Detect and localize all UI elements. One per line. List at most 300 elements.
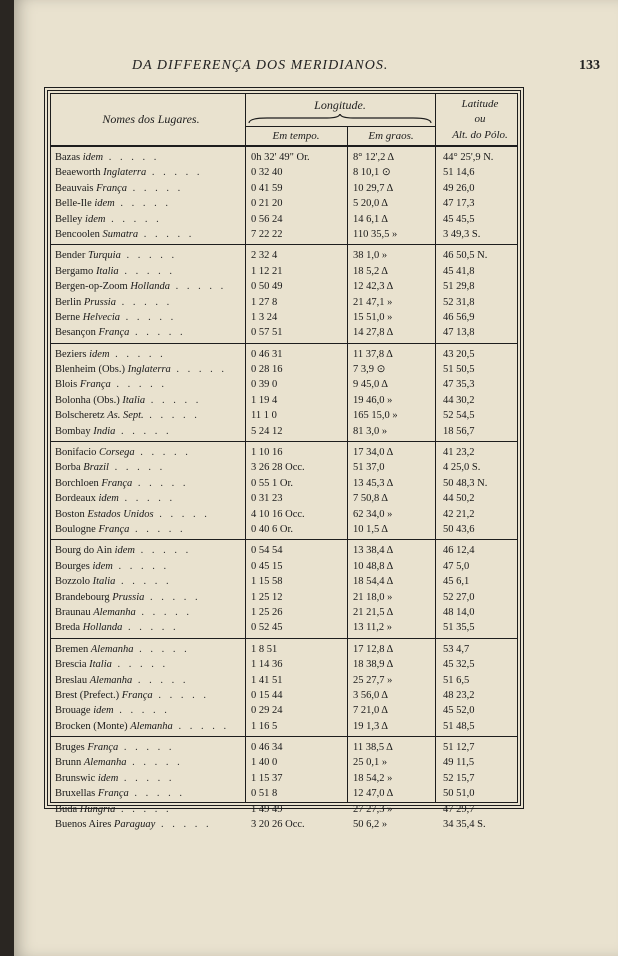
time-cell: 0 15 44	[251, 689, 283, 701]
place-region: Prussia	[112, 591, 145, 603]
table-row	[51, 771, 517, 786]
degrees-cell: 62 34,0 »	[353, 508, 393, 520]
degrees-cell: 17 12,8 Δ	[353, 643, 394, 655]
table-row	[51, 522, 517, 537]
place-region: Hungria	[79, 803, 116, 815]
table-row	[51, 279, 517, 294]
place-name-cell	[55, 325, 243, 340]
time-cell: 3 26 28 Occ.	[251, 462, 305, 474]
place-region: Brazil	[83, 462, 109, 474]
leader-dots: . . . . .	[118, 493, 176, 505]
time-cell: 0 32 40	[251, 167, 283, 179]
degrees-cell: 19 46,0 »	[353, 394, 393, 406]
place-name: Bourges	[55, 560, 90, 572]
place-region: Inglaterra	[127, 364, 171, 376]
place-name-cell	[55, 802, 243, 817]
place-region: Alemanha	[83, 757, 127, 769]
table-row	[51, 476, 517, 491]
place-name-cell	[55, 227, 243, 242]
place-region: Prussia	[83, 296, 116, 308]
degrees-cell: 21 18,0 »	[353, 591, 393, 603]
table-row	[51, 507, 517, 522]
place-name: Braunau	[55, 606, 91, 618]
leader-dots: . . . . .	[153, 508, 210, 520]
place-name: Bruges	[55, 742, 85, 754]
place-name-cell	[55, 279, 243, 294]
degrees-cell: 110 35,5 »	[353, 228, 398, 240]
table-row	[51, 212, 517, 227]
leader-dots: . . . . .	[129, 327, 186, 339]
table-row	[51, 657, 517, 672]
place-name: Bergen-op-Zoom	[55, 281, 128, 293]
latitude-cell: 51 35,5	[443, 622, 475, 634]
place-name: Bencoolen	[55, 228, 100, 240]
time-cell: 7 22 22	[251, 228, 283, 240]
degrees-cell: 12 42,3 Δ	[353, 281, 394, 293]
place-name-cell	[55, 719, 243, 734]
latitude-cell: 52 31,8	[443, 296, 475, 308]
table-row	[51, 543, 517, 558]
time-cell: 0 46 34	[251, 742, 283, 754]
place-region: França	[87, 742, 119, 754]
time-cell: 1 10 16	[251, 447, 283, 459]
place-region: Alemanha	[130, 720, 173, 732]
table-row	[51, 786, 517, 801]
table-row	[51, 559, 517, 574]
time-cell: 0 57 51	[251, 327, 283, 339]
place-name-cell	[55, 150, 243, 165]
table-row	[51, 719, 517, 734]
place-name-cell	[55, 740, 243, 755]
leader-dots: . . . . .	[135, 545, 192, 557]
place-region: idem	[85, 213, 106, 225]
place-name: Breda	[55, 622, 81, 634]
leader-dots: . . . . .	[170, 281, 227, 293]
leader-dots: . . . . .	[109, 348, 166, 360]
place-region: Hollanda	[82, 622, 123, 634]
degrees-cell: 17 34,0 Δ	[353, 447, 394, 459]
place-name: Bender	[55, 250, 86, 262]
meridian-table	[44, 87, 524, 831]
latitude-cell: 3 49,3 S.	[443, 228, 481, 240]
table-row	[51, 460, 517, 475]
place-name-cell	[55, 491, 243, 506]
leader-dots: . . . . .	[110, 379, 167, 391]
latitude-cell: 44 50,2	[443, 493, 475, 505]
place-name-cell	[55, 507, 243, 522]
time-cell: 0 29 24	[251, 705, 283, 717]
latitude-cell: 18 56,7	[443, 425, 475, 437]
place-name: Bazas	[55, 152, 81, 163]
latitude-cell: 34 35,4 S.	[443, 819, 486, 831]
latitude-cell: 48 14,0	[443, 606, 475, 618]
latitude-cell: 49 11,5	[443, 757, 475, 769]
place-name: Bremen	[55, 643, 89, 655]
table-row	[51, 703, 517, 718]
degrees-cell: 3 56,0 Δ	[353, 689, 389, 701]
latitude-cell: 45 41,8	[443, 265, 475, 277]
place-region: França	[121, 689, 153, 701]
place-name-cell	[55, 460, 243, 475]
time-cell: 0 45 15	[251, 560, 283, 572]
leader-dots: . . . . .	[135, 606, 193, 618]
table-group	[51, 442, 517, 540]
table-row	[51, 673, 517, 688]
degrees-cell: 25 0,1 »	[353, 757, 388, 769]
latitude-cell: 4 25,0 S.	[443, 462, 481, 474]
table-row	[51, 817, 517, 832]
table-row	[51, 377, 517, 392]
degrees-cell: 8 10,1 ⊙	[353, 167, 391, 179]
table-row	[51, 491, 517, 506]
place-region: Italia	[92, 576, 116, 588]
time-cell: 1 16 5	[251, 720, 278, 732]
place-region: França	[96, 182, 128, 194]
degrees-cell: 165 15,0 »	[353, 410, 398, 422]
leader-dots: . . . . .	[144, 591, 201, 603]
degrees-cell: 50 6,2 »	[353, 819, 388, 831]
place-name-cell	[55, 755, 243, 770]
table-row	[51, 590, 517, 605]
table-row	[51, 227, 517, 242]
page-number: 133	[579, 58, 600, 73]
degrees-cell: 7 3,9 ⊙	[353, 364, 386, 376]
place-region: Helvecia	[82, 311, 121, 323]
place-name: Brandebourg	[55, 591, 110, 603]
place-name: Brocken (Monte)	[55, 720, 128, 732]
place-name: Bozzolo	[55, 576, 90, 588]
leader-dots: . . . . .	[115, 576, 172, 588]
place-name-cell	[55, 295, 243, 310]
place-name: Brouage	[55, 705, 91, 717]
place-region: França	[101, 477, 133, 489]
leader-dots: . . . . .	[118, 772, 175, 784]
leader-dots: . . . . .	[113, 705, 170, 717]
running-title: DA DIFFERENÇA DOS MERIDIANOS.	[132, 58, 389, 73]
table-row	[51, 445, 517, 460]
place-region: França	[79, 379, 111, 391]
time-cell: 0 55 1 Or.	[251, 477, 293, 489]
degrees-cell: 10 1,5 Δ	[353, 523, 389, 535]
place-name: Bombay	[55, 425, 91, 437]
latitude-cell: 47 35,3	[443, 379, 475, 391]
place-name-cell	[55, 165, 243, 180]
table-row	[51, 150, 517, 165]
leader-dots: . . . . .	[103, 152, 160, 163]
place-name-cell	[55, 264, 243, 279]
table-row	[51, 165, 517, 180]
place-name-cell	[55, 559, 243, 574]
table-body	[51, 147, 517, 831]
latitude-cell: 48 23,2	[443, 689, 475, 701]
time-cell: 2 32 4	[251, 250, 278, 262]
leader-dots: . . . . .	[127, 182, 184, 194]
leader-dots: . . . . .	[143, 410, 200, 422]
place-name-cell	[55, 574, 243, 589]
place-name-cell	[55, 688, 243, 703]
leader-dots: . . . . .	[108, 462, 166, 474]
latitude-cell: 47 17,3	[443, 198, 475, 210]
latitude-cell: 45 6,1	[443, 576, 470, 588]
degrees-cell: 15 51,0 »	[353, 311, 393, 323]
table-row	[51, 347, 517, 362]
degrees-cell: 13 38,4 Δ	[353, 545, 394, 557]
place-name-cell	[55, 476, 243, 491]
place-region: Italia	[89, 659, 112, 671]
place-name: Berne	[55, 311, 81, 323]
place-name: Bergamo	[55, 265, 94, 277]
latitude-cell: 51 50,5	[443, 364, 475, 376]
place-name-cell	[55, 181, 243, 196]
latitude-cell: 46 12,4	[443, 545, 475, 557]
place-name-cell	[55, 424, 243, 439]
place-name: Bordeaux	[55, 493, 96, 505]
leader-dots: . . . . .	[126, 757, 183, 769]
book-page	[14, 0, 618, 956]
degrees-cell: 38 1,0 »	[353, 250, 388, 262]
place-name: Buenos Aires	[55, 819, 112, 831]
leader-dots: . . . . .	[105, 213, 162, 225]
place-name: Besançon	[55, 327, 96, 339]
latitude-cell: 47 5,0	[443, 560, 470, 572]
table-row	[51, 310, 517, 325]
latitude-cell: 41 23,2	[443, 447, 475, 459]
place-name: Beauvais	[55, 182, 94, 194]
table-row	[51, 740, 517, 755]
time-cell: 1 27 8	[251, 296, 278, 308]
table-row	[51, 408, 517, 423]
place-region: Alemanha	[89, 674, 133, 686]
place-region: idem	[82, 152, 104, 163]
table-row	[51, 264, 517, 279]
degrees-cell: 9 45,0 Δ	[353, 379, 389, 391]
place-region: idem	[93, 705, 114, 717]
degrees-cell: 13 11,2 »	[353, 622, 392, 634]
latitude-cell: 52 27,0	[443, 591, 475, 603]
table-row	[51, 574, 517, 589]
leader-dots: . . . . .	[120, 250, 178, 262]
leader-dots: . . . . .	[152, 689, 209, 701]
place-name: Brescia	[55, 659, 87, 671]
time-cell: 0 40 6 Or.	[251, 523, 293, 535]
time-cell: 1 3 24	[251, 311, 278, 323]
leader-dots: . . . . .	[122, 622, 179, 634]
latitude-cell: 51 12,7	[443, 742, 475, 754]
time-cell: 0 39 0	[251, 379, 278, 391]
table-group	[51, 540, 517, 638]
leader-dots: . . . . .	[128, 788, 186, 800]
degrees-cell: 8° 12',2 Δ	[353, 152, 395, 163]
time-cell: 1 49 49	[251, 803, 283, 815]
place-name-cell	[55, 310, 243, 325]
latitude-cell: 45 32,5	[443, 659, 475, 671]
time-cell: 1 12 21	[251, 265, 283, 277]
time-cell: 1 25 26	[251, 606, 283, 618]
table-row	[51, 755, 517, 770]
place-name-cell	[55, 248, 243, 263]
time-cell: 5 24 12	[251, 425, 283, 437]
place-name: Bolonha (Obs.)	[55, 394, 120, 406]
degrees-cell: 10 29,7 Δ	[353, 182, 394, 194]
place-name-cell	[55, 212, 243, 227]
time-cell: 1 14 36	[251, 659, 283, 671]
table-row	[51, 620, 517, 635]
table-group	[51, 737, 517, 834]
latitude-cell: 53 4,7	[443, 643, 470, 655]
latitude-cell: 44 30,2	[443, 394, 475, 406]
brace-icon	[247, 114, 433, 124]
time-cell: 1 25 12	[251, 591, 283, 603]
time-cell: 4 10 16 Occ.	[251, 508, 305, 520]
leader-dots: . . . . .	[132, 674, 189, 686]
leader-dots: . . . . .	[118, 742, 175, 754]
degrees-cell: 21 47,1 »	[353, 296, 393, 308]
col-longitude-header: Longitude.	[314, 98, 366, 112]
place-region: Sumatra	[102, 228, 139, 240]
table-group	[51, 639, 517, 737]
place-name-cell	[55, 657, 243, 672]
time-cell: 0 54 54	[251, 545, 283, 557]
table-group	[51, 245, 517, 343]
place-region: Corsega	[99, 447, 135, 459]
time-cell: 0 46 31	[251, 348, 283, 360]
time-cell: 0 41 59	[251, 182, 283, 194]
place-name-cell	[55, 605, 243, 620]
table-header	[51, 94, 517, 147]
place-region: Alemanha	[93, 606, 136, 618]
place-name-cell	[55, 673, 243, 688]
col-latitude-header-1: Latitude	[461, 98, 499, 110]
degrees-cell: 25 27,7 »	[353, 674, 393, 686]
place-region: idem	[98, 493, 119, 505]
place-name: Borba	[55, 462, 81, 474]
degrees-cell: 11 38,5 Δ	[353, 742, 393, 754]
place-name: Brest (Prefect.)	[55, 689, 120, 701]
degrees-cell: 51 37,0	[353, 462, 385, 474]
table-row	[51, 248, 517, 263]
time-cell: 1 41 51	[251, 674, 283, 686]
leader-dots: . . . . .	[129, 523, 186, 535]
place-name-cell	[55, 393, 243, 408]
place-name: Belley	[55, 213, 83, 225]
place-region: Turquia	[87, 250, 121, 262]
place-name-cell	[55, 817, 243, 832]
table-group	[51, 147, 517, 245]
col-latitude-header-3: Alt. do Pólo.	[452, 129, 508, 141]
leader-dots: . . . . .	[120, 311, 177, 323]
time-cell: 0 56 24	[251, 213, 283, 225]
place-name-cell	[55, 347, 243, 362]
latitude-cell: 50 43,6	[443, 523, 475, 535]
time-cell: 1 19 4	[251, 394, 278, 406]
time-cell: 0 28 16	[251, 364, 283, 376]
place-name-cell	[55, 703, 243, 718]
latitude-cell: 51 14,6	[443, 167, 475, 179]
leader-dots: . . . . .	[172, 720, 230, 732]
place-name: Beaeworth	[55, 167, 101, 179]
table-row	[51, 642, 517, 657]
degrees-cell: 11 37,8 Δ	[353, 348, 393, 360]
place-name: Boston	[55, 508, 85, 520]
table-row	[51, 802, 517, 817]
place-name: Bonifacio	[55, 447, 97, 459]
table-row	[51, 196, 517, 211]
place-region: idem	[114, 545, 136, 557]
time-cell: 1 15 58	[251, 576, 283, 588]
latitude-cell: 52 15,7	[443, 772, 475, 784]
degrees-cell: 18 38,9 Δ	[353, 659, 394, 671]
degrees-cell: 81 3,0 »	[353, 425, 388, 437]
latitude-cell: 47 13,8	[443, 327, 475, 339]
leader-dots: . . . . .	[115, 803, 172, 815]
place-name: Beziers	[55, 348, 87, 360]
latitude-cell: 43 20,5	[443, 348, 475, 360]
place-name-cell	[55, 445, 243, 460]
degrees-cell: 10 48,8 Δ	[353, 560, 394, 572]
place-name-cell	[55, 786, 243, 801]
time-cell: 1 8 51	[251, 643, 278, 655]
place-region: Hollanda	[130, 281, 171, 293]
latitude-cell: 42 21,2	[443, 508, 475, 520]
degrees-cell: 12 47,0 Δ	[353, 788, 394, 800]
time-cell: 0 31 23	[251, 493, 283, 505]
table-row	[51, 362, 517, 377]
table-row	[51, 181, 517, 196]
latitude-cell: 46 50,5 N.	[443, 250, 488, 262]
latitude-cell: 45 45,5	[443, 213, 475, 225]
place-region: idem	[92, 560, 113, 572]
place-name-cell	[55, 771, 243, 786]
degrees-cell: 13 45,3 Δ	[353, 477, 394, 489]
place-name: Buda	[55, 803, 78, 815]
place-region: França	[98, 327, 130, 339]
place-region: Paraguay	[113, 819, 156, 831]
place-name-cell	[55, 642, 243, 657]
time-cell: 0h 32' 49" Or.	[251, 152, 310, 163]
leader-dots: . . . . .	[145, 394, 202, 406]
leader-dots: . . . . .	[133, 643, 190, 655]
place-region: Estados Unidos	[87, 508, 154, 520]
col-name-header: Nomes dos Lugares.	[102, 112, 200, 126]
place-name-cell	[55, 362, 243, 377]
latitude-cell: 51 29,8	[443, 281, 475, 293]
latitude-cell: 44° 25',9 N.	[443, 152, 494, 163]
degrees-cell: 14 6,1 Δ	[353, 213, 389, 225]
place-name-cell	[55, 620, 243, 635]
place-name: Bolscheretz	[55, 410, 105, 422]
leader-dots: . . . . .	[115, 425, 172, 437]
place-name: Belle-Ile	[55, 198, 92, 210]
col-time-header: Em tempo.	[272, 130, 320, 142]
table-row	[51, 688, 517, 703]
time-cell: 11 1 0	[251, 410, 277, 422]
place-region: idem	[97, 772, 119, 784]
degrees-cell: 27 27,3 »	[353, 803, 393, 815]
table-group	[51, 344, 517, 442]
degrees-cell: 21 21,5 Δ	[353, 606, 394, 618]
latitude-cell: 50 48,3 N.	[443, 477, 488, 489]
leader-dots: . . . . .	[170, 364, 228, 376]
place-name: Boulogne	[55, 523, 96, 535]
degrees-cell: 19 1,3 Δ	[353, 720, 389, 732]
place-region: As. Sept.	[107, 410, 144, 422]
degrees-cell: 7 21,0 Δ	[353, 705, 389, 717]
place-name: Bourg do Ain	[55, 545, 112, 557]
place-region: India	[93, 425, 116, 437]
latitude-cell: 52 54,5	[443, 410, 475, 422]
place-region: idem	[94, 198, 115, 210]
degrees-cell: 18 54,4 Δ	[353, 576, 394, 588]
